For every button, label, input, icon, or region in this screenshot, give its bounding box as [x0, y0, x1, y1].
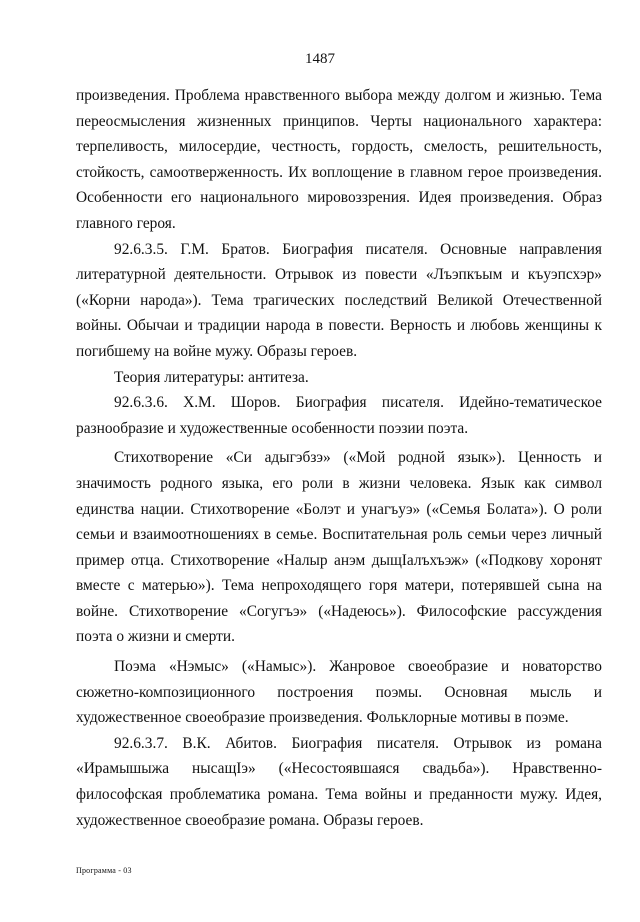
document-body [76, 83, 602, 833]
paragraph-abitov: 92.6.3.7. В.К. Абитов. Биография писателя. Отрывок из романа «Ирамышыжа нысащIэ» («Несостоявшаяся свадьба»). Нравственно-философская проблематика романа. Тема войны и преданности мужу. Идея, художественное своеобразие романа. Образы героев. [76, 734, 602, 829]
page-footer: Программа - 03 [76, 866, 132, 875]
paragraph-shorov: 92.6.3.6. Х.М. Шоров. Биография писателя. Идейно-тематическое разнообразие и художественные особенности поэзии поэта. [76, 394, 602, 437]
paragraph-poem-namys: Поэма «Нэмыс» («Намыс»). Жанровое своеобразие и новаторство сюжетно-композиционного построения поэмы. Основная мысль и художественное своеобразие произведения. Фольклорные мотивы в поэме. [76, 658, 602, 727]
paragraph-theory-antithesis: Теория литературы: антитеза. [114, 368, 309, 386]
paragraph-poems: Стихотворение «Си адыгэбзэ» («Мой родной язык»). Ценность и значимость родного языка, его роли в жизни человека. Язык как символ единства нации. Стихотворение «Болэт и унагъуэ» («Семья Болата»). О роли семьи и взаимоотношениях в семье. Воспитательная роль семьи через личный пример отца. Стихотворение «Налыр анэм дыщIалъхъэж» («Подкову хоронят вместе с матерью»). Тема непроходящего горя матери, потерявшей сына на войне. Стихотворение «Согугъэ» («Надеюсь»). Философские рассуждения поэта о жизни и смерти. [76, 449, 602, 646]
page-number: 1487 [305, 51, 335, 67]
paragraph-bratov: 92.6.3.5. Г.М. Братов. Биография писателя. Основные направления литературной деятельности. Отрывок из повести «Лъэпкъым и къуэпсхэр» («Корни народа»). Тема трагических последствий Великой Отечественной войны. Обычаи и традиции народа в повести. Верность и любовь женщины к погибшему на войне мужу. Образы героев. [76, 240, 602, 360]
paragraph-hero-analysis: произведения. Проблема нравственного выбора между долгом и жизнью. Тема переосмысления жизненных принципов. Черты национального характера: терпеливость, милосердие, честность, гордость, смелость, решительность, стойкость, самоотверженность. Их воплощение в главном герое произведения. Особенности его национального мировоззрения. Идея произведения. Образ главного героя. [76, 87, 602, 232]
